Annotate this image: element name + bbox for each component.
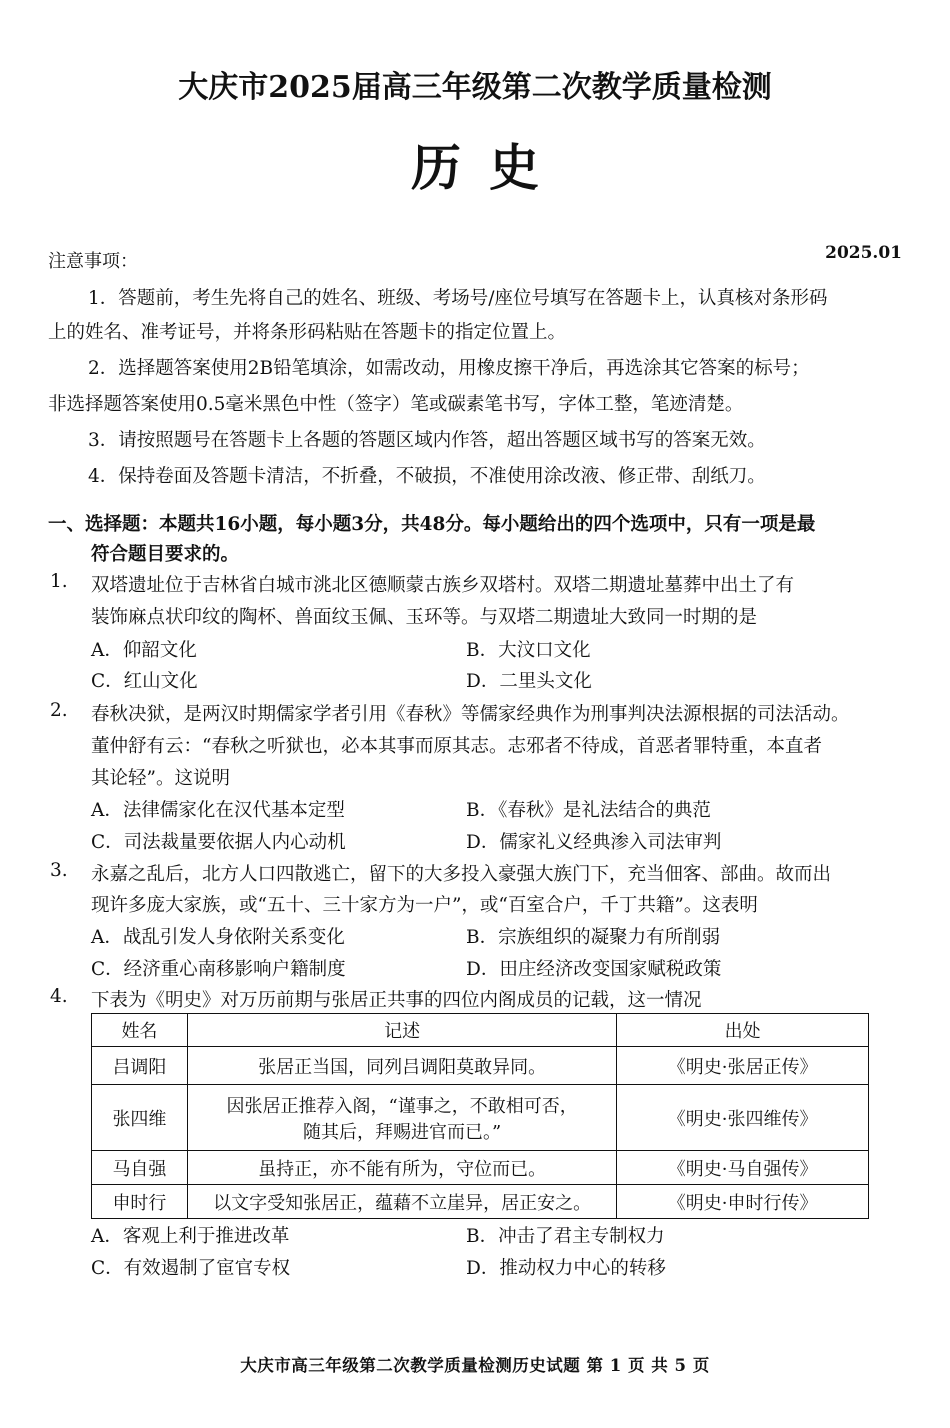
- cell-name: 张四维: [92, 1085, 188, 1151]
- question-text: 双塔遗址位于吉林省白城市洮北区德顺蒙古族乡双塔村。双塔二期遗址墓葬中出土了有: [91, 575, 795, 596]
- cabinet-members-table: [91, 1013, 869, 1219]
- question-text: 春秋决狱，是两汉时期儒家学者引用《春秋》等儒家经典作为刑事判决法源根据的司法活动。: [91, 704, 850, 725]
- subject-title: 历史: [411, 138, 567, 197]
- table-row: [92, 1151, 869, 1185]
- option-b: B．宗族组织的凝聚力有所削弱: [466, 927, 721, 948]
- question-number: 2.: [50, 700, 68, 721]
- option-c: C．有效遏制了宦官专权: [91, 1258, 291, 1279]
- section-heading: 一、选择题：本题共16小题，每小题3分，共48分。每小题给出的四个选项中，只有一项是最: [48, 514, 816, 535]
- table-header-row: [92, 1014, 869, 1047]
- question-number: 3.: [50, 860, 68, 881]
- option-a: A．仰韶文化: [91, 640, 197, 661]
- cell-name: 申时行: [92, 1185, 188, 1219]
- option-c: C．经济重心南移影响户籍制度: [91, 959, 346, 980]
- option-a: A．客观上利于推进改革: [91, 1226, 290, 1247]
- option-d: D．推动权力中心的转移: [466, 1258, 666, 1279]
- cell-record-line: 随其后，拜赐进官而已。”: [303, 1121, 502, 1143]
- notice-line: 4．保持卷面及答题卡清洁，不折叠，不破损，不准使用涂改液、修正带、刮纸刀。: [88, 466, 766, 487]
- table-row: [92, 1047, 869, 1085]
- cell-source: 《明史·张四维传》: [617, 1085, 869, 1151]
- option-c: C．司法裁量要依据人内心动机: [91, 832, 346, 853]
- cell-source: 《明史·张居正传》: [617, 1047, 869, 1085]
- cell-record: 张居正当国，同列吕调阳莫敢异同。: [187, 1047, 616, 1085]
- question-text: 现许多庞大家族，或“五十、三十家方为一户”，或“百室合户，千丁共籍”。这表明: [91, 895, 758, 916]
- notice-line: 3．请按照题号在答题卡上各题的答题区域内作答，超出答题区域书写的答案无效。: [88, 430, 766, 451]
- option-a: A．战乱引发人身依附关系变化: [91, 927, 345, 948]
- table-row: [92, 1185, 869, 1219]
- cell-source: 《明史·马自强传》: [617, 1151, 869, 1185]
- notice-line: 上的姓名、准考证号，并将条形码粘贴在答题卡的指定位置上。: [48, 322, 567, 343]
- cell-record-line: 因张居正推荐入阁，“谨事之，不敢相可否，: [226, 1095, 578, 1117]
- table-header-record: 记述: [187, 1014, 616, 1047]
- question-text: 董仲舒有云：“春秋之听狱也，必本其事而原其志。志邪者不待成，首恶者罪特重，本直者: [91, 736, 822, 757]
- table-header-source: 出处: [617, 1014, 869, 1047]
- notice-line: 2．选择题答案使用2B铅笔填涂，如需改动，用橡皮擦干净后，再选涂其它答案的标号；: [88, 358, 810, 379]
- table-header-name: 姓名: [92, 1014, 188, 1047]
- question-number: 1.: [50, 571, 68, 592]
- cell-source: 《明史·申时行传》: [617, 1185, 869, 1219]
- exam-title: 大庆市2025届高三年级第二次教学质量检测: [178, 70, 772, 105]
- notice-line: 非选择题答案使用0.5毫米黑色中性（签字）笔或碳素笔书写，字体工整，笔迹清楚。: [48, 394, 744, 415]
- notice-line: 1．答题前，考生先将自己的姓名、班级、考场号/座位号填写在答题卡上，认真核对条形码: [88, 288, 828, 309]
- option-d: D．儒家礼义经典渗入司法审判: [466, 832, 722, 853]
- option-b: B．《春秋》是礼法结合的典范: [466, 800, 711, 821]
- cell-name: 马自强: [92, 1151, 188, 1185]
- question-text: 装饰麻点状印纹的陶杯、兽面纹玉佩、玉环等。与双塔二期遗址大致同一时期的是: [91, 607, 758, 628]
- option-b: B．大汶口文化: [466, 640, 591, 661]
- option-b: B．冲击了君主专制权力: [466, 1226, 665, 1247]
- question-text: 永嘉之乱后，北方人口四散逃亡，留下的大多投入豪强大族门下，充当佃客、部曲。故而出: [91, 864, 832, 885]
- option-d: D．田庄经济改变国家赋税政策: [466, 959, 722, 980]
- section-heading-cont: 符合题目要求的。: [91, 544, 240, 565]
- question-text: 其论轻”。这说明: [91, 768, 230, 789]
- notice-title: 注意事项：: [48, 251, 138, 272]
- exam-date: 2025.01: [825, 243, 902, 263]
- question-text: 下表为《明史》对万历前期与张居正共事的四位内阁成员的记载，这一情况: [91, 990, 702, 1011]
- option-d: D．二里头文化: [466, 671, 592, 692]
- option-c: C．红山文化: [91, 671, 198, 692]
- table-row: [92, 1085, 869, 1151]
- question-number: 4.: [50, 986, 68, 1007]
- page-footer: 大庆市高三年级第二次教学质量检测历史试题 第 1 页 共 5 页: [240, 1356, 710, 1375]
- cell-record: [187, 1085, 616, 1151]
- cell-record: 虽持正，亦不能有所为，守位而已。: [187, 1151, 616, 1185]
- cell-name: 吕调阳: [92, 1047, 188, 1085]
- option-a: A．法律儒家化在汉代基本定型: [91, 800, 345, 821]
- cell-record: 以文字受知张居正，蕴藉不立崖异，居正安之。: [187, 1185, 616, 1219]
